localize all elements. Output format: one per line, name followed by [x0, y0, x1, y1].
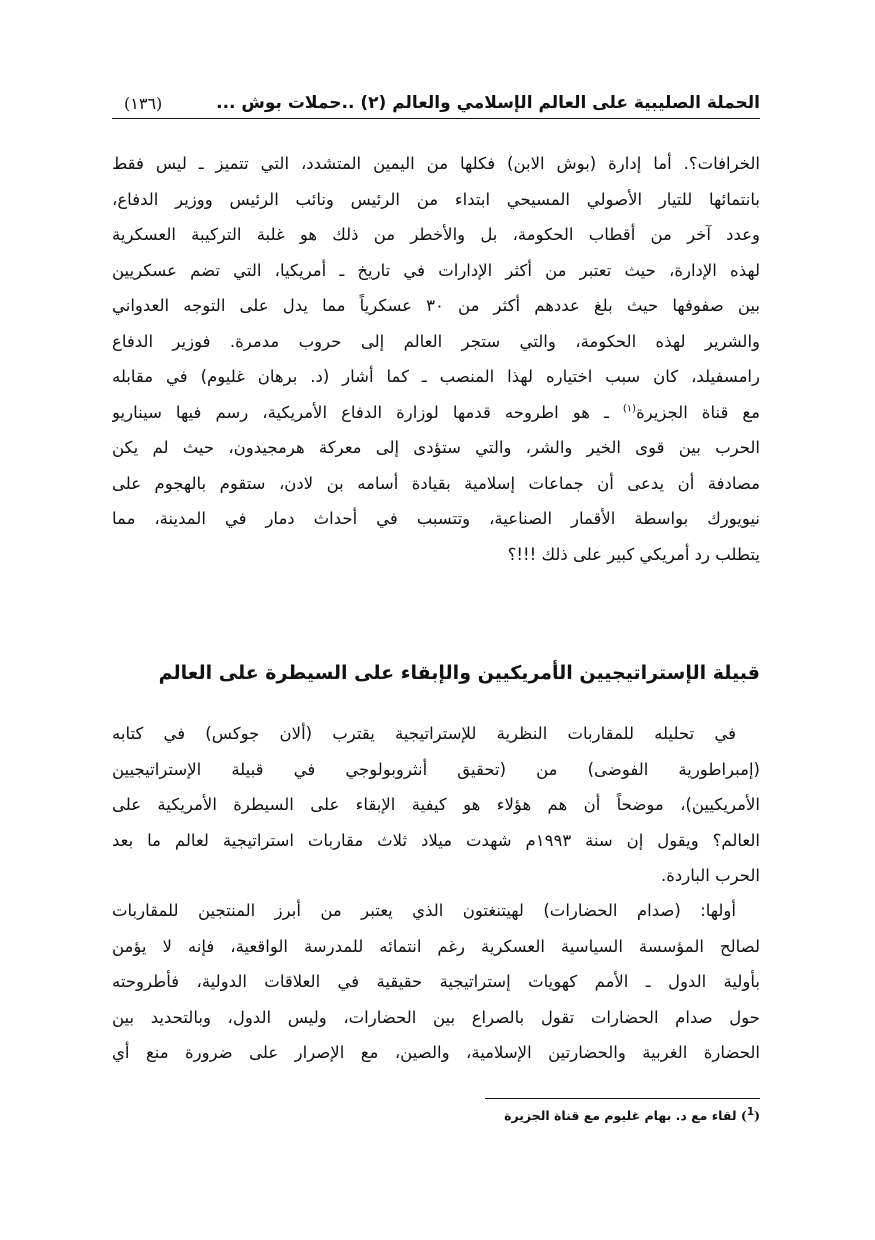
text-line: مصادفة أن يدعى أن جماعات إسلامية بقيادة أسامه بن لادن، ستقوم بالهجوم على — [112, 473, 760, 493]
paragraph-3 — [112, 893, 760, 1071]
text-line: أولها: (صدام الحضارات) لهيتنغتون الذي يعتبر من أبرز المنتجين للمقاربات — [112, 901, 736, 920]
text-line: بين صفوفها حيث بلغ عددهم أكثر من ٣٠ عسكرياً مما يدل على التوجه العدواني — [112, 296, 760, 315]
text-segment: مع قناة الجزيرة — [636, 402, 760, 422]
footnote-marker-close: ) — [740, 1108, 747, 1124]
text-line: الحرب بين قوى الخير والشر، والتي ستؤدى إلى معركة هرمجيدون، حيث لم يكن — [112, 438, 760, 457]
paragraph-2 — [112, 716, 760, 894]
text-line: في تحليله للمقاربات النظرية للإستراتيجية يقترب (ألان جوكس) في كتابه — [112, 724, 736, 743]
running-title: الحملة الصليبية على العالم الإسلامي والعالم (٢) ..حملات بوش ... — [216, 93, 760, 113]
running-header — [112, 88, 760, 119]
text-line: العالم؟ ويقول إن سنة ١٩٩٣م شهدت ميلاد ثلاث مقاربات استراتيجية لعالم ما بعد — [112, 830, 760, 850]
footnote-marker-open: ( — [754, 1108, 760, 1124]
text-line: وعدد آخر من أقطاب الحكومة، بل والأخطر من ذلك هو غلبة التركيبة العسكرية — [112, 225, 760, 244]
text-line: حول صدام الحضارات تقول بالصراع بين الحضارات، وليس الدول، وبالتحديد بين — [112, 1007, 760, 1027]
text-line: يتطلب رد أمريكي كبير على ذلك !!!؟ — [507, 544, 760, 564]
text-line-with-footnote — [112, 395, 760, 431]
page-number: (١٣٦) — [124, 93, 163, 113]
text-line: الخرافات؟. أما إدارة (بوش الابن) فكلها من اليمين المتشدد، التي تتميز ـ ليس فقط — [112, 154, 760, 173]
text-line: رامسفيلد، كان سبب اختياره لهذا المنصب ـ كما أشار (د. برهان غليوم) في مقابله — [112, 367, 760, 386]
section-heading: قبيلة الإستراتيجيين الأمريكيين والإبقاء على السيطرة على العالم — [158, 662, 760, 684]
footnote-text: لقاء مع د. بهام غليوم مع قناة الجزيرة — [504, 1108, 741, 1124]
footnote-separator — [485, 1098, 760, 1099]
paragraph-1 — [112, 146, 760, 572]
text-line: نيويورك بواسطة الأقمار الصناعية، وتتسبب في أحداث دمار في المدينة، مما — [112, 509, 760, 528]
text-line: (إمبراطورية الفوضى) من (تحقيق أنثروبولوجي في قبيلة الإستراتيجيين — [112, 759, 760, 779]
text-line: الحرب الباردة. — [661, 866, 760, 885]
text-line: بانتمائها للتيار الأصولي المسيحي ابتداء من الرئيس ونائب الرئيس ووزير الدفاع، — [112, 189, 760, 209]
text-segment: ـ هو اطروحه قدمها لوزارة الدفاع الأمريكية، رسم فيها سيناريو — [112, 402, 623, 422]
text-line: والشرير لهذه الحكومة، والتي ستجر العالم إلى حروب مدمرة. فوزير الدفاع — [112, 331, 760, 351]
footnote-number: 1 — [746, 1106, 755, 1118]
text-line: لصالح المؤسسة السياسية العسكرية رغم انتمائه للمدرسة الواقعية، فإنه لا يؤمن — [112, 936, 760, 956]
text-line: الأمريكيين)، موضحاً أن هم هؤلاء هو كيفية الإبقاء على السيطرة الأمريكية على — [112, 795, 760, 814]
text-line: الحضارة الغربية والحضارتين الإسلامية، والصين، مع الإصرار على ضرورة منع أي — [112, 1043, 760, 1062]
text-line: بأولية الدول ـ الأمم كهويات إستراتيجية حقيقية في العلاقات الدولية، فأطروحته — [112, 972, 760, 991]
footnote — [504, 1106, 760, 1123]
text-line: لهذه الإدارة، حيث تعتبر من أكثر الإدارات في تاريخ ـ أمريكيا، التي تضم عسكريين — [112, 260, 760, 280]
footnote-reference[interactable]: (١) — [622, 403, 637, 414]
